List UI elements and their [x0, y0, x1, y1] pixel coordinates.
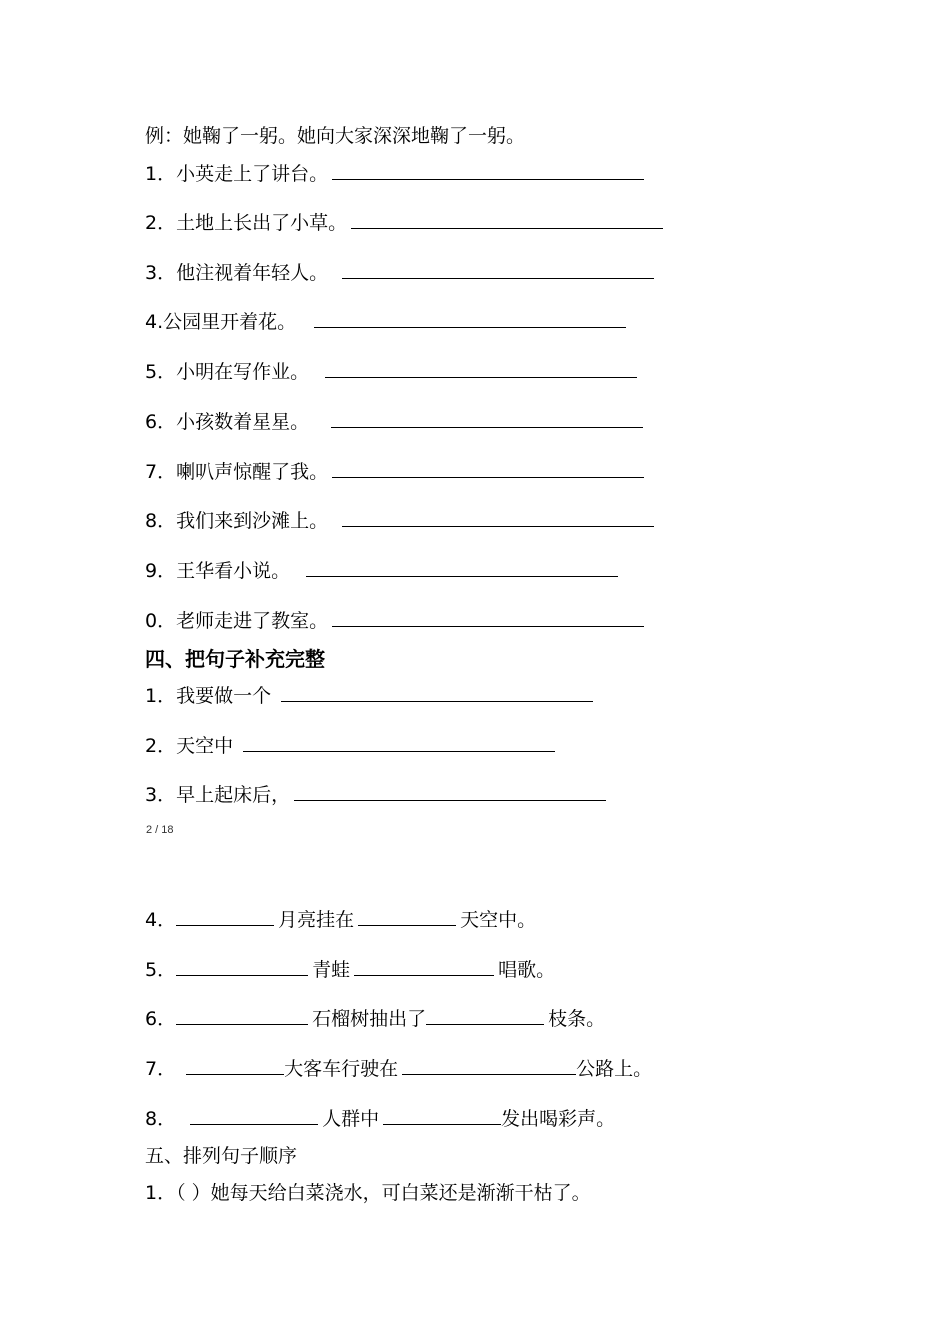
answer-blank[interactable] — [176, 956, 308, 976]
list-item: 8． 人群中 发出喝彩声。 — [145, 1105, 615, 1132]
list-item: 3．早上起床后， — [145, 781, 610, 808]
answer-blank[interactable] — [243, 732, 555, 752]
answer-blank[interactable] — [351, 209, 663, 229]
list-item: 6． 石榴树抽出了 枝条。 — [145, 1005, 605, 1032]
answer-blank[interactable] — [176, 1005, 308, 1025]
list-item: 9．王华看小说。 — [145, 557, 622, 584]
list-item: 2．天空中 — [145, 732, 559, 759]
answer-blank[interactable] — [383, 1105, 501, 1125]
answer-blank[interactable] — [354, 956, 494, 976]
answer-blank[interactable] — [402, 1055, 576, 1075]
list-item: 7．喇叭声惊醒了我。 — [145, 458, 648, 485]
list-item: 7． 大客车行驶在 公路上。 — [145, 1055, 652, 1082]
list-item: 4． 月亮挂在 天空中。 — [145, 906, 536, 933]
answer-blank[interactable] — [190, 1105, 318, 1125]
list-item: 1．我要做一个 — [145, 682, 597, 709]
section-heading: 五、排列句子顺序 — [145, 1145, 298, 1167]
section-heading: 四、把句子补充完整 — [145, 647, 325, 671]
answer-blank[interactable] — [426, 1005, 544, 1025]
page-number: 2 / 18 — [146, 824, 174, 836]
answer-blank[interactable] — [332, 458, 644, 478]
answer-blank[interactable] — [281, 682, 593, 702]
list-item: 8．我们来到沙滩上。 — [145, 507, 658, 534]
answer-blank[interactable] — [342, 507, 654, 527]
list-item: 5． 青蛙 唱歌。 — [145, 956, 555, 983]
list-item: 1．（ ）她每天给白菜浇水，可白菜还是渐渐干枯了。 — [145, 1182, 591, 1204]
answer-blank[interactable] — [332, 160, 644, 180]
list-item: 5．小明在写作业。 — [145, 358, 641, 385]
answer-blank[interactable] — [294, 781, 606, 801]
answer-blank[interactable] — [186, 1055, 284, 1075]
answer-blank[interactable] — [331, 408, 643, 428]
list-item: 2．土地上长出了小草。 — [145, 209, 667, 236]
answer-blank[interactable] — [314, 308, 626, 328]
answer-blank[interactable] — [176, 906, 274, 926]
answer-blank[interactable] — [332, 607, 644, 627]
answer-blank[interactable] — [325, 358, 637, 378]
answer-blank[interactable] — [342, 259, 654, 279]
list-item: 6．小孩数着星星。 — [145, 408, 647, 435]
example-sentence: 例：她鞠了一躬。她向大家深深地鞠了一躬。 — [145, 125, 526, 147]
answer-blank[interactable] — [358, 906, 456, 926]
answer-blank[interactable] — [306, 557, 618, 577]
list-item: 3．他注视着年轻人。 — [145, 259, 658, 286]
list-item: 4.公园里开着花。 — [145, 308, 630, 335]
list-item: 0．老师走进了教室。 — [145, 607, 648, 634]
list-item: 1．小英走上了讲台。 — [145, 160, 648, 187]
